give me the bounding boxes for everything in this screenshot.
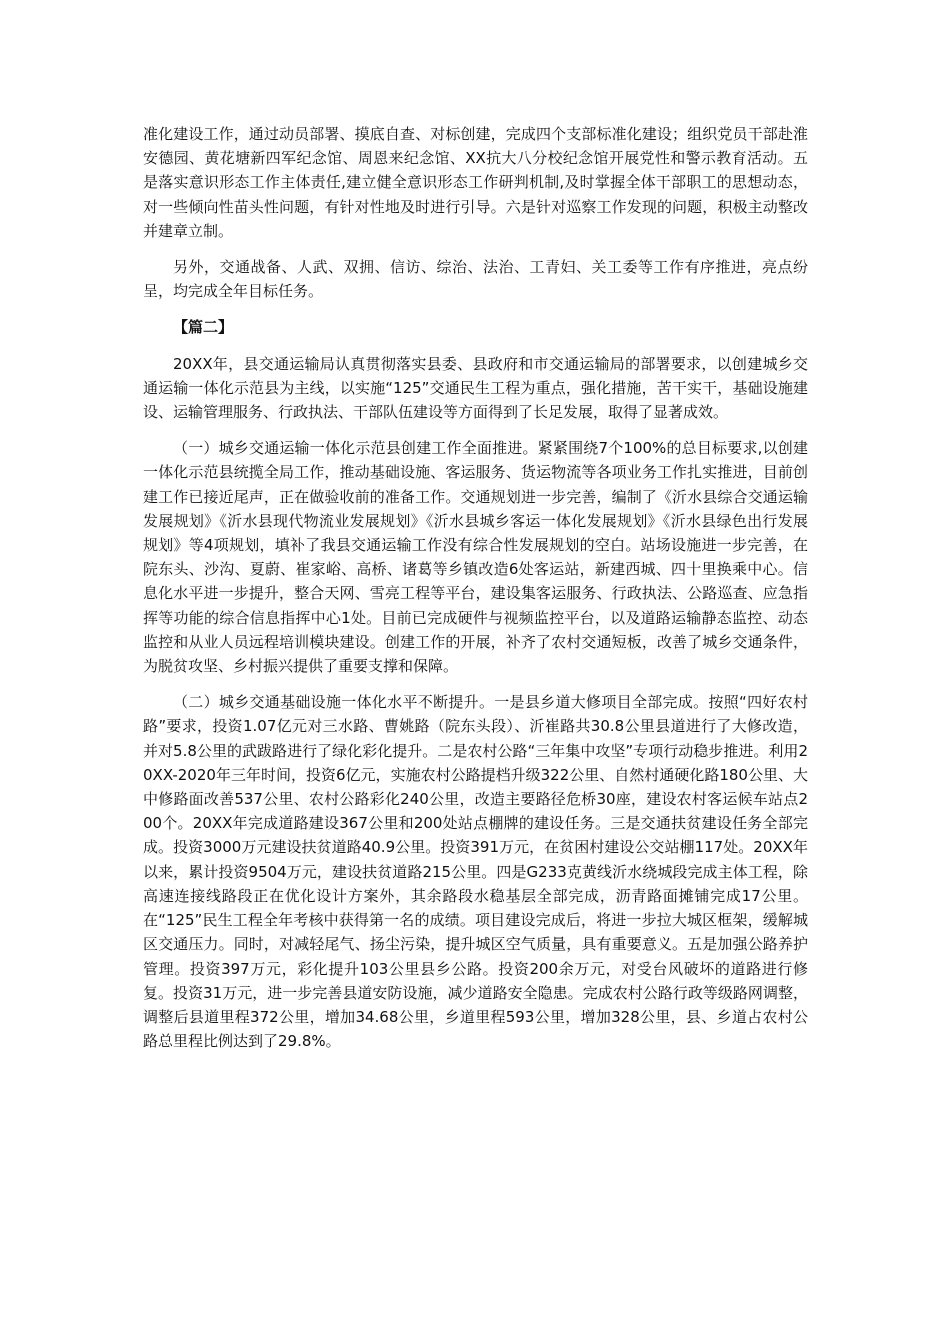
paragraph-section-one: （一）城乡交通运输一体化示范县创建工作全面推进。紧紧围绕7个100%的总目标要求,以创建一体化示范县统揽全局工作，推动基础设施、客运服务、货运物流等各项业务工作扎实推进，目前创建工作已接近尾声，正在做验收前的准备工作。交通规划进一步完善，编制了《沂水县综合交通运输发展规划》《沂水县现代物流业发展规划》《沂水县城乡客运一体化发展规划》《沂水县绿色出行发展规划》等4项规划，填补了我县交通运输工作没有综合性发展规划的空白。站场设施进一步完善，在院东头、沙沟、夏蔚、崔家峪、高桥、诸葛等乡镇改造6处客运站，新建西城、四十里换乘中心。信息化水平进一步提升，整合天网、雪亮工程等平台，建设集客运服务、行政执法、公路巡查、应急指挥等功能的综合信息指挥中心1处。目前已完成硬件与视频监控平台，以及道路运输静态监控、动态监控和从业人员远程培训模块建设。创建工作的开展，补齐了农村交通短板，改善了城乡交通条件，为脱贫攻坚、乡村振兴提供了重要支撑和保障。 (143, 439, 808, 676)
paragraph-continuation: 准化建设工作，通过动员部署、摸底自查、对标创建，完成四个支部标准化建设；组织党员干部赴淮安德园、黄花塘新四军纪念馆、周恩来纪念馆、XX抗大八分校纪念馆开展党性和警示教育活动。五是落实意识形态工作主体责任,建立健全意识形态工作研判机制,及时掌握全体干部职工的思想动态，对一些倾向性苗头性问题，有针对性地及时进行引导。六是针对巡察工作发现的问题，积极主动整改并建章立制。 (143, 125, 808, 240)
paragraph-other-work: 另外，交通战备、人武、双拥、信访、综治、法治、工青妇、关工委等工作有序推进，亮点纷呈，均完成全年目标任务。 (143, 258, 808, 301)
paragraph-intro: 20XX年，县交通运输局认真贯彻落实县委、县政府和市交通运输局的部署要求，以创建城乡交通运输一体化示范县为主线，以实施“125”交通民生工程为重点，强化措施，苦干实干，基础设施建设、运输管理服务、行政执法、干部队伍建设等方面得到了长足发展，取得了显著成效。 (143, 354, 808, 422)
document-page (143, 122, 808, 1065)
section-heading: 【篇二】 (173, 318, 234, 337)
paragraph-section-two: （二）城乡交通基础设施一体化水平不断提升。一是县乡道大修项目全部完成。按照“四好农村路”要求，投资1.07亿元对三水路、曹姚路（院东头段）、沂崔路共30.8公里县道进行了大修改造，并对5.8公里的武跋路进行了绿化彩化提升。二是农村公路“三年集中攻坚”专项行动稳步推进。利用20XX-2020年三年时间，投资6亿元，实施农村公路提档升级322公里、自然村通硬化路180公里、大中修路面改善537公里、农村公路彩化240公里，改造主要路径危桥30座，建设农村客运候车站点200个。20XX年完成道路建设367公里和200处站点棚牌的建设任务。三是交通扶贫建设任务全部完成。投资3000万元建设扶贫道路40.9公里。投资391万元，在贫困村建设公交站棚117处。20XX年以来，累计投资9504万元，建设扶贫道路215公里。四是G233克黄线沂水绕城段完成主体工程，除高速连接线路段正在优化设计方案外，其余路段水稳基层全部完成，沥青路面摊铺完成17公里。在“125”民生工程全年考核中获得第一名的成绩。项目建设完成后，将进一步拉大城区框架，缓解城区交通压力。同时，对减轻尾气、扬尘污染，提升城区空气质量，具有重要意义。五是加强公路养护管理。投资397万元，彩化提升103公里县乡公路。投资200余万元，对受台风破坏的道路进行修复。投资31万元，进一步完善县道安防设施，减少道路安全隐患。完成农村公路行政等级路网调整，调整后县道里程372公里，增加34.68公里，乡道里程593公里，增加328公里，县、乡道占农村公路总里程比例达到了29.8%。 (143, 693, 808, 1051)
